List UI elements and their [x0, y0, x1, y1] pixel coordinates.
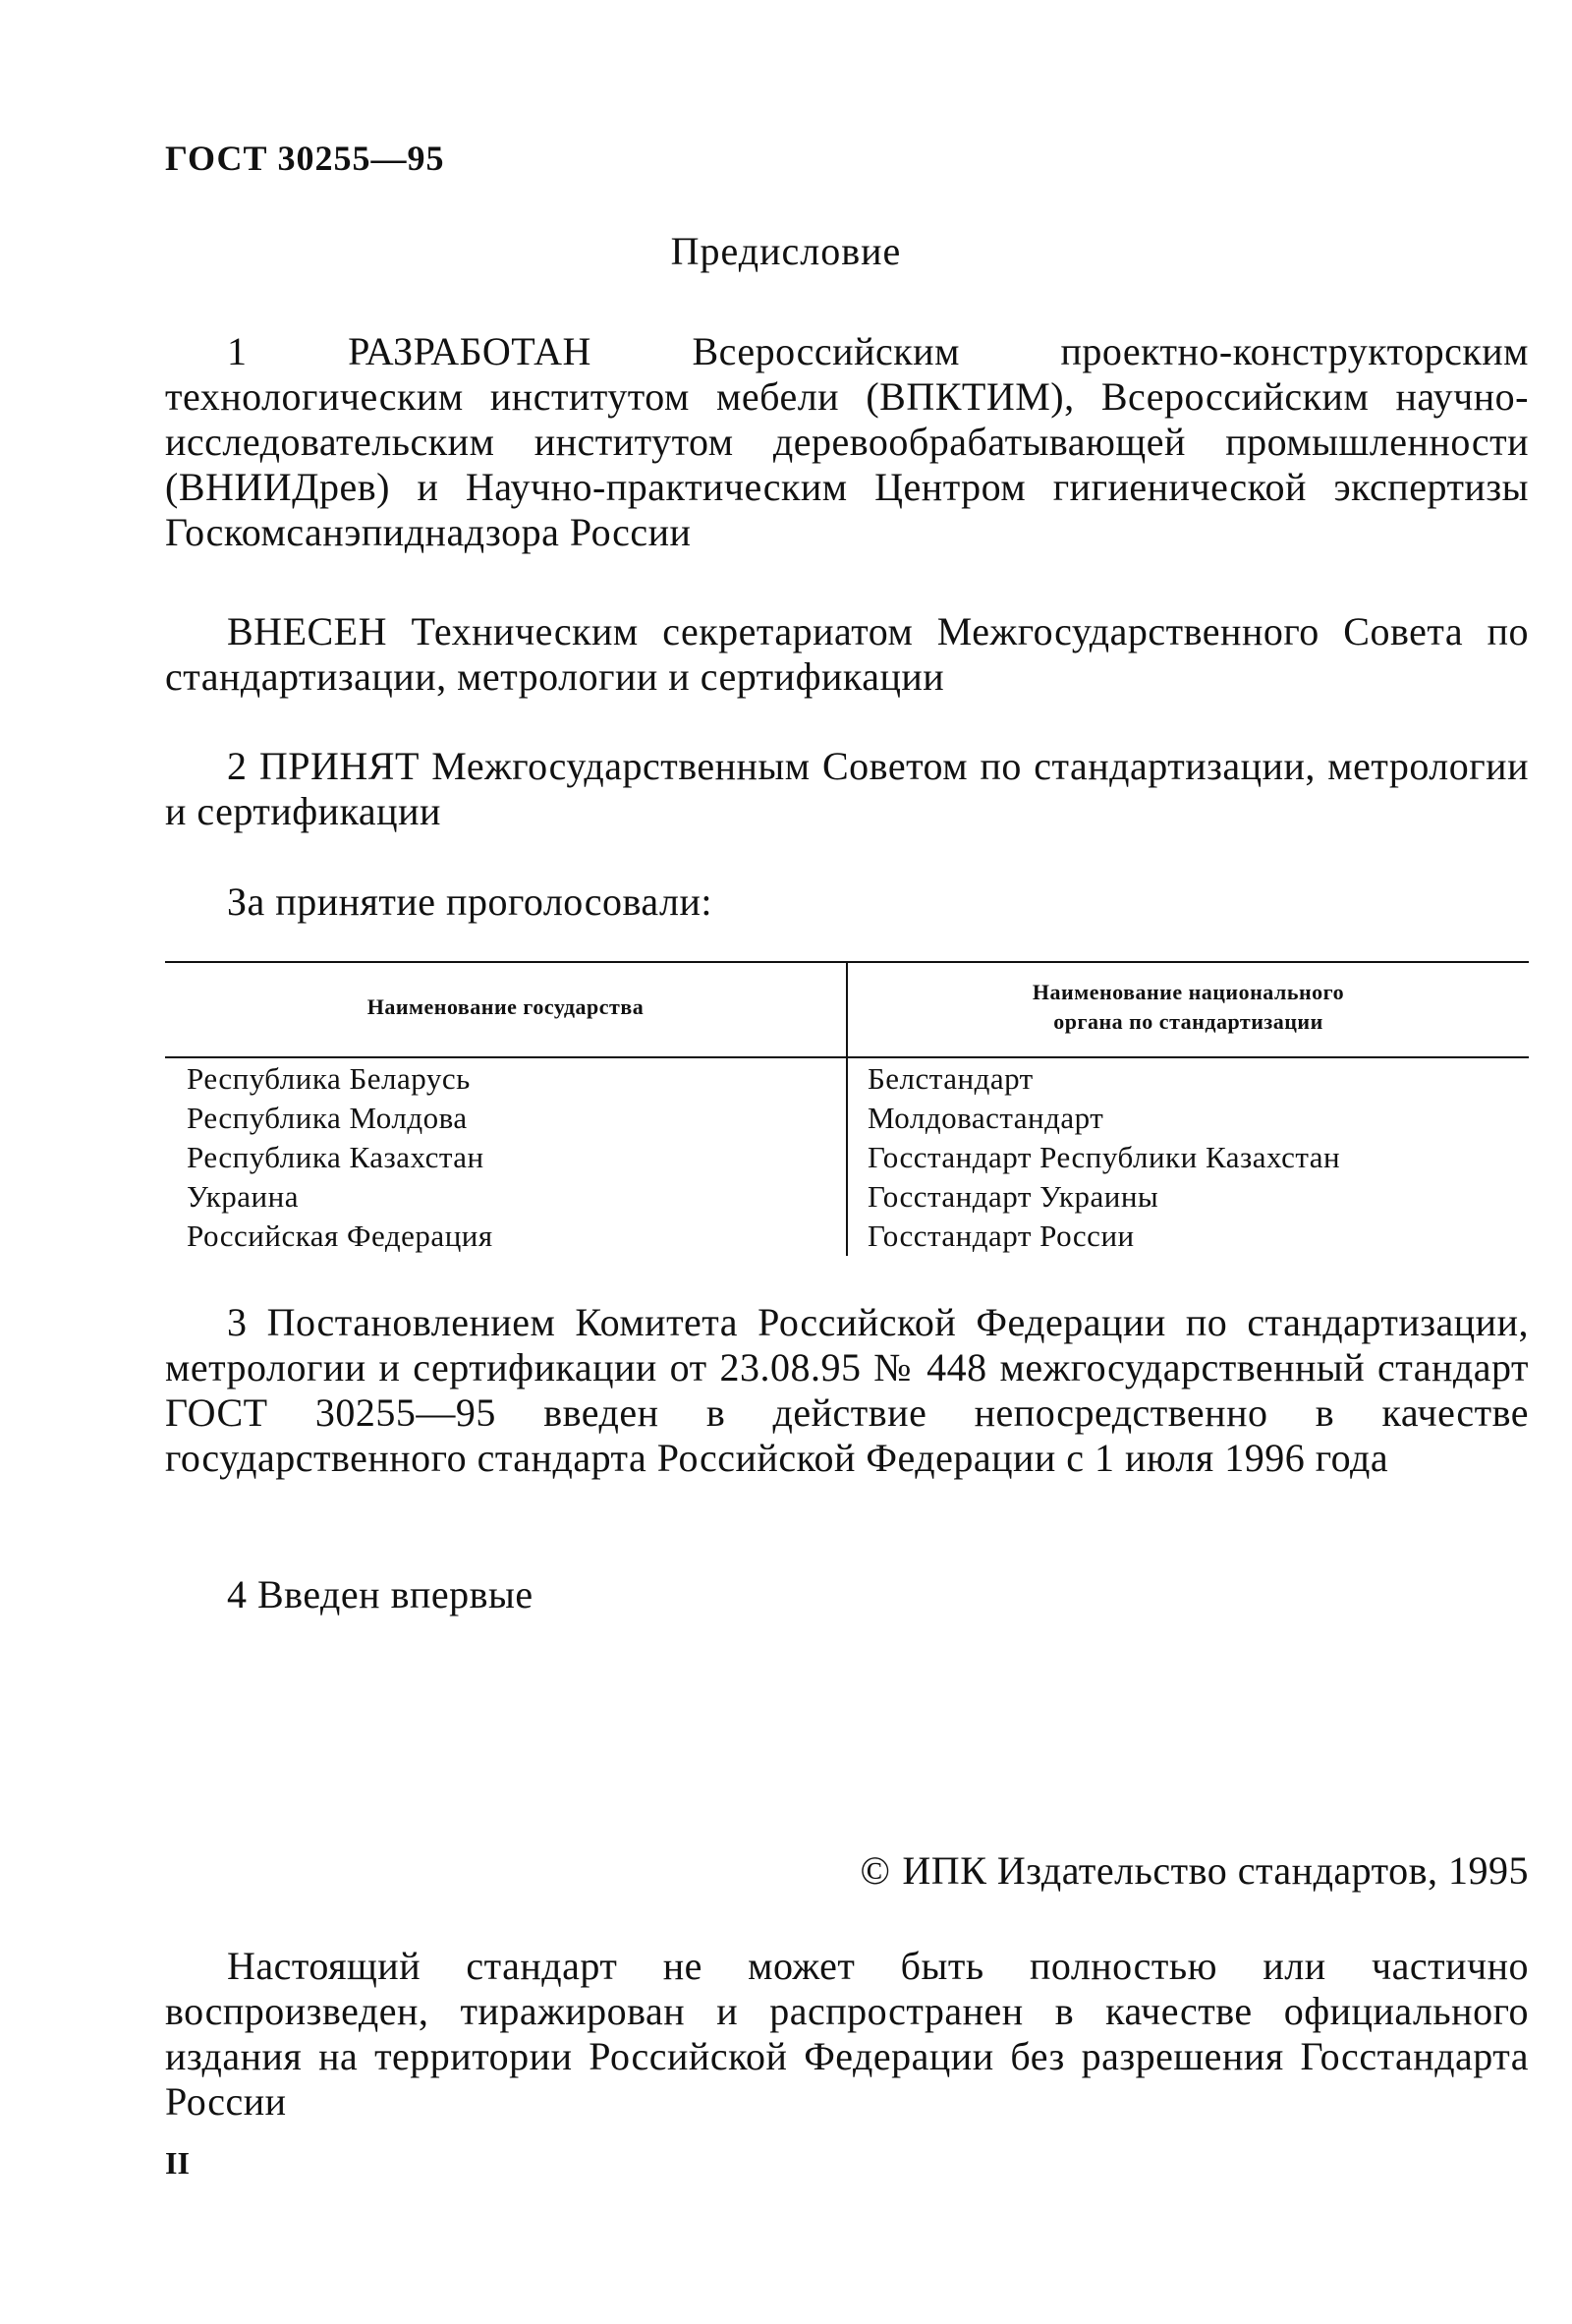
- table-cell-state: Республика Молдова: [187, 1101, 468, 1135]
- reproduction-notice: Настоящий стандарт не может быть полностью или частично воспроизведен, тиражирован и распространен в качестве официального издания на территории Российской Федерации без разрешения Госстандарта России: [165, 1944, 1529, 2124]
- table-cell-body: Госстандарт Украины: [868, 1179, 1159, 1214]
- table-header-national-body-line2: органа по стандартизации: [1053, 1009, 1323, 1034]
- table-cell-state: Украина: [187, 1179, 299, 1214]
- table-cell-state: Республика Беларусь: [187, 1061, 471, 1096]
- section-2-voted: За принятие проголосовали:: [227, 879, 712, 924]
- copyright-text: ИПК Издательство стандартов, 1995: [902, 1848, 1529, 1893]
- section-2-adopted: 2 ПРИНЯТ Межгосударственным Советом по стандартизации, метрологии и сертификации: [165, 744, 1529, 833]
- table-cell-state: Российская Федерация: [187, 1219, 493, 1253]
- table-cell-body: Белстандарт: [868, 1061, 1034, 1096]
- table-header-national-body-line1: Наименование национального: [1032, 980, 1345, 1004]
- table-cell-body: Госстандарт Республики Казахстан: [868, 1140, 1341, 1174]
- copyright-icon: ©: [860, 1848, 891, 1893]
- table-cell-state: Республика Казахстан: [187, 1140, 484, 1174]
- page-title: Предисловие: [670, 229, 902, 273]
- table-cell-body: Госстандарт России: [868, 1219, 1135, 1253]
- table-header-state: Наименование государства: [366, 994, 645, 1019]
- section-1-introduced: ВНЕСЕН Техническим секретариатом Межгосударственного Совета по стандартизации, метрологии и сертификации: [165, 609, 1529, 699]
- section-1-developed: 1 РАЗРАБОТАН Всероссийским проектно-конструкторским технологическим институтом мебели (ВПКТИМ), Всероссийским научно-исследовательским институтом деревообрабатывающей промышленности (ВНИИДрев) и Научно-практическим Центром гигиенической экспертизы Госкомсанэпиднадзора России: [165, 329, 1529, 554]
- table-column-bodies: [868, 1059, 1516, 1256]
- document-code: ГОСТ 30255—95: [165, 139, 445, 178]
- section-3-resolution: 3 Постановлением Комитета Российской Федерации по стандартизации, метрологии и сертификации от 23.08.95 № 448 межгосударственный стандарт ГОСТ 30255—95 введен в действие непосредственно в качестве государственного стандарта Российской Федерации с 1 июля 1996 года: [165, 1300, 1529, 1480]
- table-column-states: [187, 1059, 835, 1256]
- section-4-first: 4 Введен впервые: [227, 1572, 533, 1616]
- page-number: II: [165, 2145, 190, 2181]
- voting-table: [165, 961, 1529, 1256]
- table-cell-body: Молдовастандарт: [868, 1101, 1104, 1135]
- copyright-line: [861, 1847, 1529, 1894]
- table-header-national-body: [848, 978, 1529, 1037]
